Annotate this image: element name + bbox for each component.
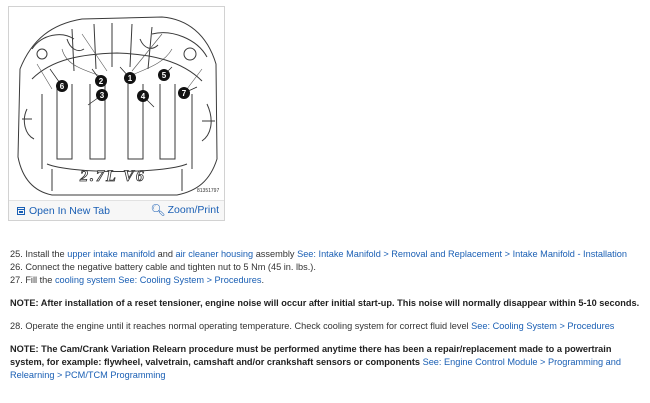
intake-manifold-installation-link[interactable]: See: Intake Manifold > Removal and Replacement > Intake Manifold - Installation (297, 249, 627, 259)
relearn-note (10, 343, 642, 382)
svg-text:6: 6 (59, 82, 65, 91)
callout-3 (96, 89, 108, 101)
step-26: 26. Connect the negative battery cable and tighten nut to 5 Nm (45 in. lbs.). (10, 262, 316, 272)
step-25-text: 25. Install the (10, 249, 68, 259)
pcm-tcm-programming-link[interactable]: See: Engine Control Module > Programming and Relearning > PCM/TCM Programming (10, 357, 621, 380)
svg-text:7: 7 (181, 89, 187, 98)
figure-toolbar (9, 200, 224, 220)
open-tab-label: Open In New Tab (29, 205, 110, 217)
engine-label: 2.7L V6 (80, 168, 146, 185)
procedure-steps (10, 248, 642, 382)
cooling-system-procedures-link-2[interactable]: See: Cooling System > Procedures (471, 321, 615, 331)
relearn-note-text: NOTE: The Cam/Crank Variation Relearn procedure must be performed anytime there has been a repair/replacement made to a powertrain system, for example: flywheel, valvetrain, camshaft and/or crankshaft sensors or components (10, 344, 612, 367)
svg-text:5: 5 (161, 71, 167, 80)
svg-text:1: 1 (127, 74, 133, 83)
step-27 (10, 274, 642, 287)
callout-1 (124, 72, 136, 84)
step-25-text-2: and (155, 249, 176, 259)
step-28 (10, 320, 642, 333)
air-cleaner-housing-link[interactable]: air cleaner housing (175, 249, 254, 259)
figure-code: 81351797 (197, 188, 220, 194)
zoom-label: Zoom/Print (167, 204, 219, 216)
cooling-system-procedures-link[interactable]: See: Cooling System > Procedures (118, 275, 262, 285)
upper-intake-manifold-link[interactable]: upper intake manifold (67, 249, 156, 259)
callout-5 (158, 69, 170, 81)
cooling-system-link[interactable]: cooling system (54, 275, 116, 285)
step-27-text: 27. Fill the (10, 275, 55, 285)
callout-7 (178, 87, 190, 99)
open-tab-icon (17, 207, 25, 215)
svg-text:2: 2 (98, 77, 104, 86)
svg-text:4: 4 (140, 92, 146, 101)
engine-diagram (12, 9, 222, 201)
magnifier-icon: 🔍︎ (150, 203, 166, 217)
zoom-print-link[interactable] (150, 204, 219, 216)
open-in-new-tab-link[interactable] (17, 205, 110, 217)
svg-text:3: 3 (99, 91, 105, 100)
callout-4 (137, 90, 149, 102)
tensioner-note: NOTE: After installation of a reset tensioner, engine noise will occur after initial start-up. This noise will normally disappear within 5-10 seconds. (10, 298, 640, 308)
step-27-period: . (261, 275, 265, 285)
step-25-text-3: assembly (253, 249, 298, 259)
figure-frame (8, 6, 225, 221)
step-28-text: 28. Operate the engine until it reaches normal operating temperature. Check cooling system for correct fluid level (10, 321, 472, 331)
callout-6 (56, 80, 68, 92)
step-25 (10, 248, 642, 261)
callout-2 (95, 75, 107, 87)
